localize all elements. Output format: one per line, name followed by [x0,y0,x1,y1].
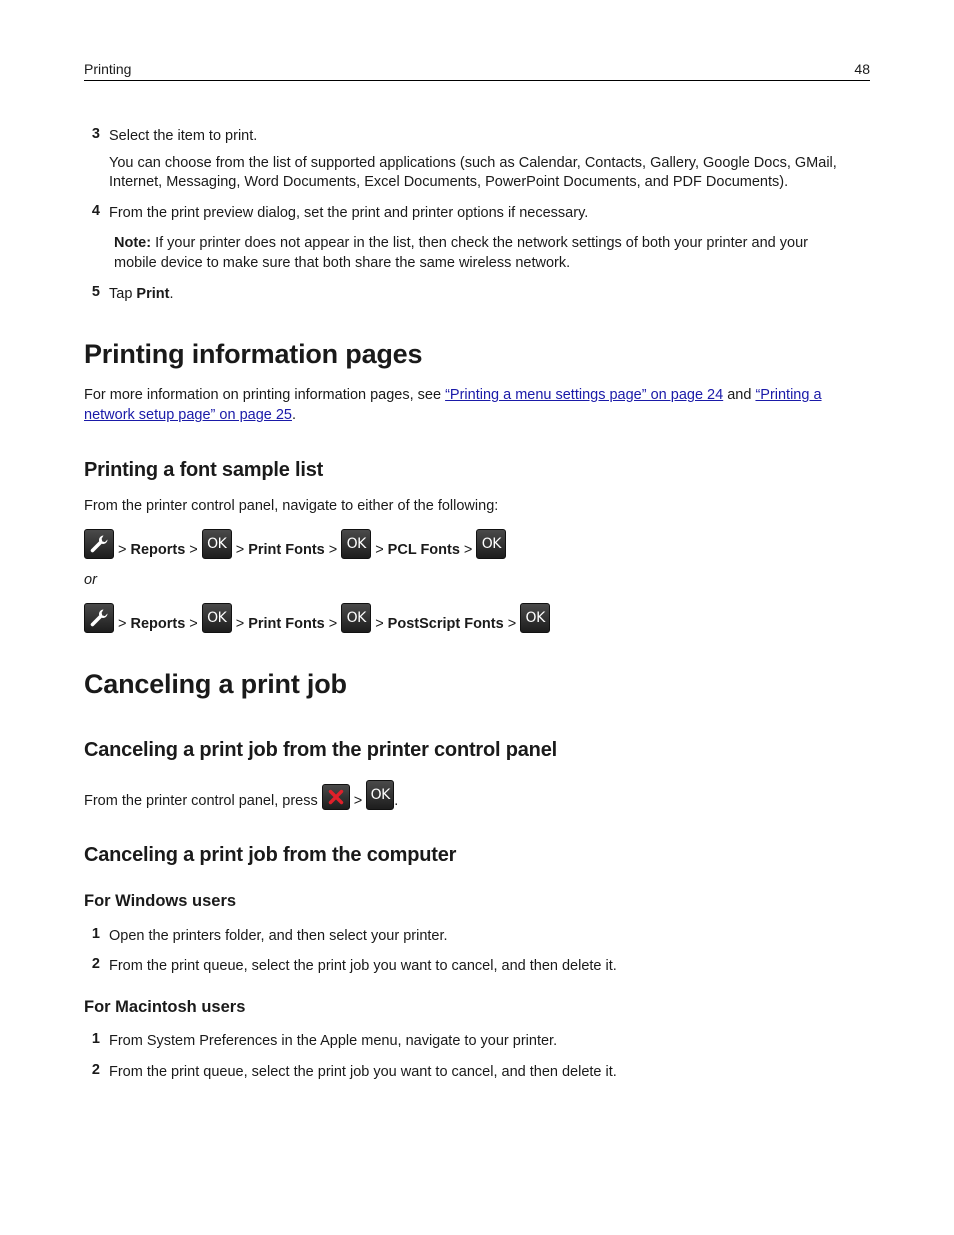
step-number: 2 [91,956,100,972]
print-label: Print [136,286,170,302]
path-separator: > [189,616,198,632]
link-menu-settings-page[interactable]: “Printing a menu settings page” on page 24 [445,387,724,403]
path-separator: > [507,616,517,632]
path-pcl-fonts: PCL Fonts [387,542,460,558]
path-print-fonts: Print Fonts [248,616,325,632]
ok-button-icon [202,603,232,633]
path-postscript-fonts: PostScript Fonts [387,616,504,632]
ok-button-icon [202,529,232,559]
step-text: From the print queue, select the print job you want to cancel, and then delete it. [109,958,617,974]
step-text: From the print preview dialog, set the print and printer options if necessary. [109,205,589,221]
note-text: mobile device to make sure that both share the same wireless network. [114,255,571,271]
section-intro [84,385,874,405]
heading-cancel-from-control-panel: Canceling a print job from the printer control panel [84,739,557,761]
heading-printing-information-pages: Printing information pages [84,339,423,369]
intro-text: and [723,387,756,403]
path-separator: > [375,616,384,632]
path-reports: Reports [130,616,186,632]
cancel-panel-instruction [84,780,398,810]
ok-label: OK [346,536,366,552]
path-reports: Reports [130,542,186,558]
running-header-section: Printing [84,61,132,77]
ok-label: OK [481,536,501,552]
step-text-part: . [169,286,174,302]
step-number: 5 [91,284,100,300]
path-separator: > [118,542,127,558]
path-separator: > [328,542,338,558]
path-separator: > [235,616,245,632]
page-number: 48 [854,61,870,77]
path-separator: > [235,542,245,558]
nav-path-pcl [84,529,506,559]
panel-instruction-text: From the printer control panel, press [84,793,318,809]
cancel-x-icon [322,784,350,810]
heading-windows-users: For Windows users [84,892,237,910]
section-intro-continued [84,405,296,425]
path-separator: > [463,542,473,558]
step-text-part: Tap [109,286,137,302]
note-text: If your printer does not appear in the list, then check the network settings of both your printer and your [151,235,808,251]
ok-button-icon [341,529,371,559]
step-text: From System Preferences in the Apple menu, navigate to your printer. [109,1033,558,1049]
intro-text: For more information on printing information pages, see [84,387,446,403]
ok-button-icon [520,603,550,633]
or-text: or [84,572,97,588]
path-separator: > [189,542,198,558]
heading-cancel-from-computer: Canceling a print job from the computer [84,844,457,866]
step-detail: You can choose from the list of supported applications (such as Calendar, Contacts, Gallery, Google Docs, GMail, [109,155,837,171]
nav-path-postscript [84,603,550,633]
path-separator: > [118,616,127,632]
ok-label: OK [525,610,545,626]
path-separator: > [353,793,363,809]
intro-text: . [291,407,297,423]
ok-label: OK [207,610,227,626]
step-text: From the print queue, select the print job you want to cancel, and then delete it. [109,1064,617,1080]
path-separator: > [375,542,384,558]
wrench-icon [84,603,114,633]
heading-font-sample-list: Printing a font sample list [84,459,324,481]
step-text: Select the item to print. [109,128,258,144]
step-number: 1 [91,926,100,942]
step-text [109,284,173,304]
ok-button-icon [476,529,506,559]
font-list-intro: From the printer control panel, navigate to either of the following: [84,498,499,514]
heading-canceling-a-print-job: Canceling a print job [84,669,347,699]
note-label: Note: [114,235,152,251]
note [114,233,808,253]
link-network-setup-page[interactable]: “Printing a [755,387,822,403]
heading-macintosh-users: For Macintosh users [84,998,246,1016]
step-number: 4 [91,203,100,219]
step-number: 2 [91,1062,100,1078]
ok-label: OK [370,787,390,803]
ok-button-icon [341,603,371,633]
wrench-icon [84,529,114,559]
step-detail: Internet, Messaging, Word Documents, Excel Documents, PowerPoint Documents, and PDF Documents). [109,174,789,190]
ok-button-icon [366,780,394,810]
header-rule [84,80,870,81]
ok-label: OK [346,610,366,626]
path-separator: > [328,616,338,632]
step-number: 3 [91,126,100,142]
ok-label: OK [207,536,227,552]
step-number: 1 [91,1031,100,1047]
step-text: Open the printers folder, and then select your printer. [109,928,448,944]
panel-instruction-end: . [394,793,399,809]
path-print-fonts: Print Fonts [248,542,325,558]
link-network-setup-page[interactable]: network setup page” on page 25 [84,407,292,423]
